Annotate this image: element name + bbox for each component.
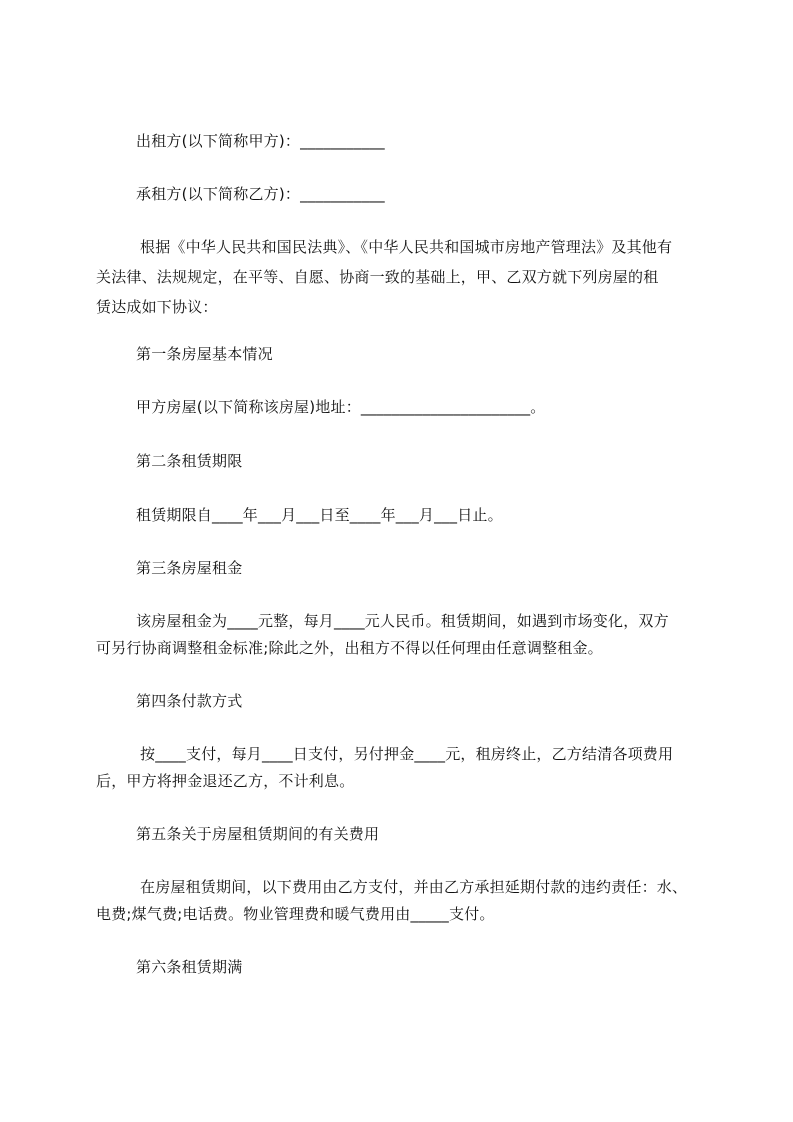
article-4-title: 第四条付款方式 [136, 692, 243, 710]
lessor-line: 出租方(以下简称甲方)：___________ [136, 132, 385, 150]
article-6-title: 第六条租赁期满 [136, 958, 243, 976]
article-3-text-1: 该房屋租金为____元整，每月____元人民币。租赁期间，如遇到市场变化，双方 [136, 612, 669, 630]
article-3-text-2: 可另行协商调整租金标准;除此之外，出租方不得以任何理由任意调整租金。 [96, 639, 603, 657]
article-1-text: 甲方房屋(以下简称该房屋)地址：______________________。 [136, 398, 546, 416]
article-2-text: 租赁期限自____年___月___日至____年___月___日止。 [136, 506, 503, 524]
article-4-text-1: 按____支付，每月____日支付，另付押金____元，租房终止，乙方结清各项费用 [140, 745, 674, 763]
article-2-title: 第二条租赁期限 [136, 452, 243, 470]
preamble-line-1: 根据《中华人民共和国民法典》、《中华人民共和国城市房地产管理法》及其他有 [140, 238, 673, 256]
preamble-line-2: 关法律、法规规定，在平等、自愿、协商一致的基础上，甲、乙双方就下列房屋的租 [96, 268, 659, 286]
article-1-title: 第一条房屋基本情况 [136, 345, 273, 363]
preamble-line-3: 赁达成如下协议： [96, 298, 218, 316]
article-4-text-2: 后，甲方将押金退还乙方，不计利息。 [96, 772, 355, 790]
article-5-title: 第五条关于房屋租赁期间的有关费用 [136, 825, 380, 843]
article-3-title: 第三条房屋租金 [136, 559, 243, 577]
article-5-text-1: 在房屋租赁期间，以下费用由乙方支付，并由乙方承担延期付款的违约责任：水、 [140, 878, 688, 896]
lessee-line: 承租方(以下简称乙方)：___________ [136, 185, 385, 203]
article-5-text-2: 电费;煤气费;电话费。物业管理费和暖气费用由_____支付。 [96, 905, 495, 923]
